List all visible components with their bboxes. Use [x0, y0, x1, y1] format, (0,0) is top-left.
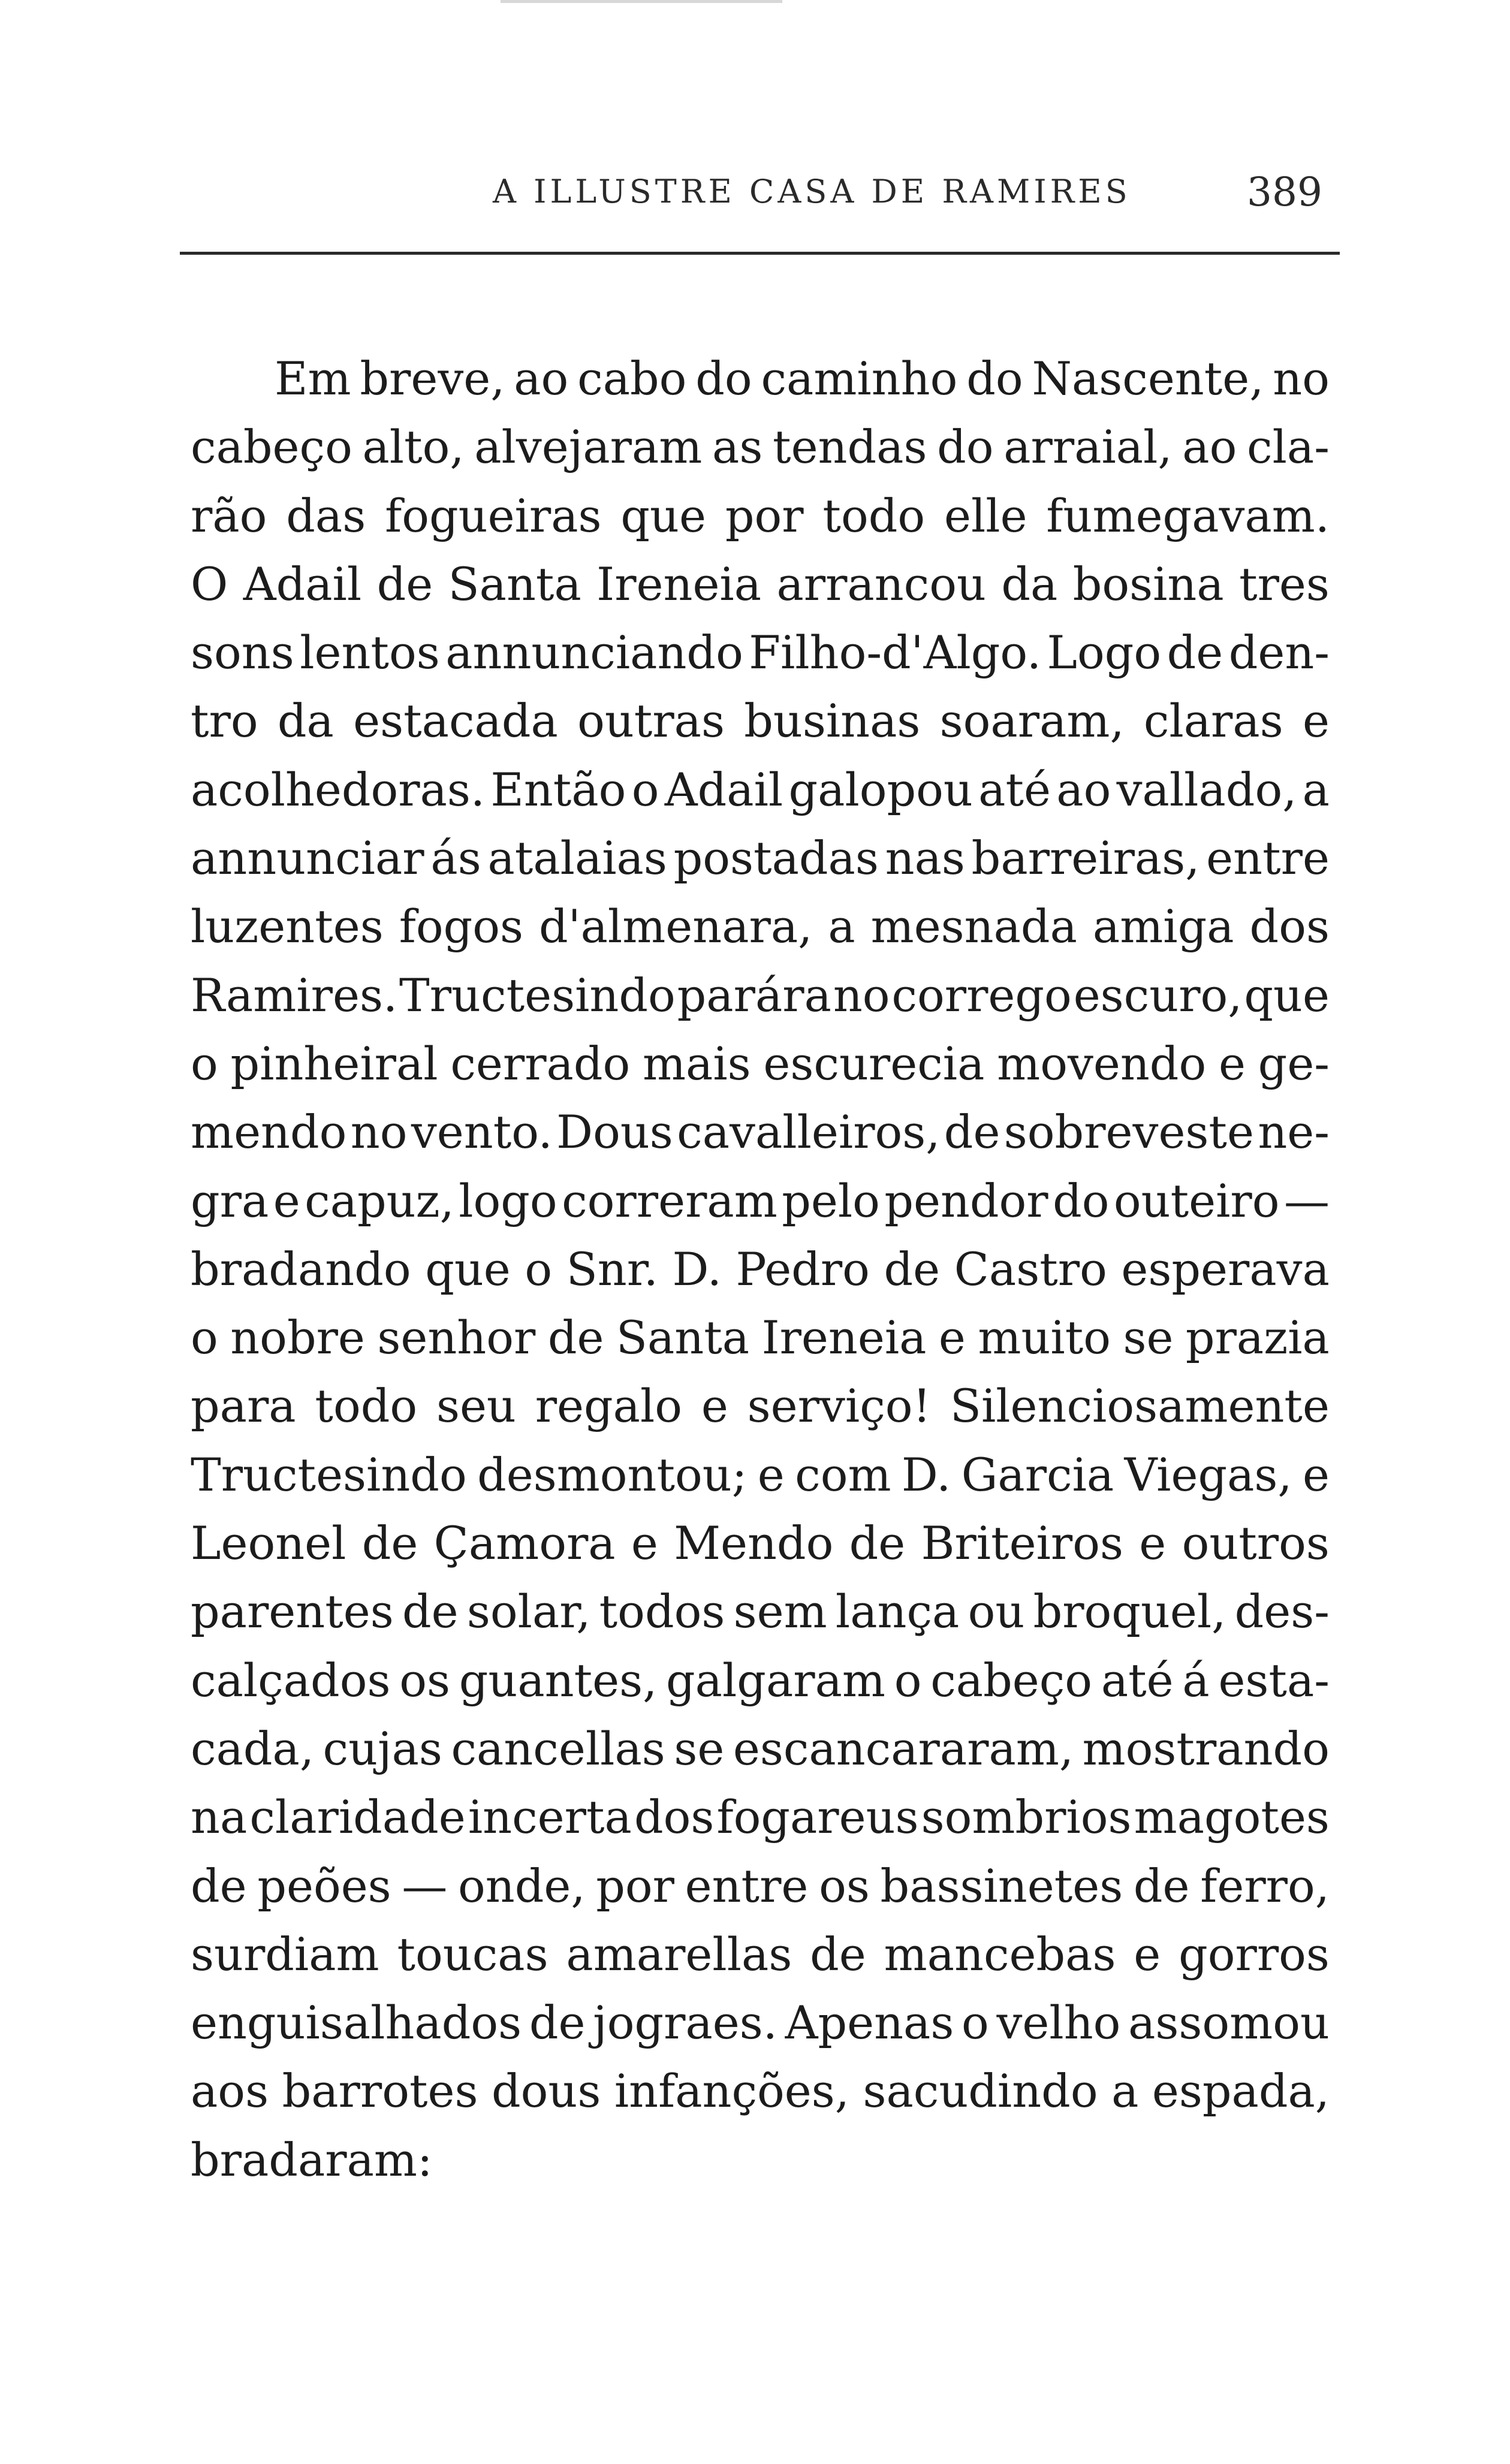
word: todo: [315, 1379, 418, 1433]
text-line: [191, 1578, 1330, 1646]
word: Mendo: [674, 1516, 834, 1570]
word: de: [944, 1105, 1000, 1159]
word: nas: [885, 831, 965, 885]
word: cujas: [323, 1721, 442, 1775]
word: o: [525, 1242, 553, 1296]
word: de: [191, 1859, 247, 1913]
word: capuz,: [305, 1174, 454, 1228]
word: bosina: [1072, 557, 1224, 611]
word: escancararam,: [733, 1721, 1074, 1775]
word: e: [701, 1379, 728, 1433]
text-line: [191, 687, 1330, 755]
word: Santa: [616, 1311, 750, 1365]
word: des-: [1234, 1585, 1330, 1639]
word: movendo: [997, 1036, 1207, 1090]
word: Castro: [954, 1242, 1107, 1296]
word: prazia: [1185, 1311, 1330, 1365]
word: gorros: [1179, 1927, 1330, 1981]
word: esta-: [1218, 1653, 1330, 1707]
word: Filho-d'Algo.: [749, 626, 1041, 680]
word: o: [191, 1036, 218, 1090]
word: de: [1167, 626, 1223, 680]
word: onde,: [458, 1859, 586, 1913]
word: do: [1053, 1174, 1110, 1228]
word: Pedro: [736, 1242, 870, 1296]
text-line: [191, 1304, 1330, 1372]
word: Adail: [243, 557, 362, 611]
word: barrotes: [282, 2064, 478, 2118]
body-paragraph: [191, 345, 1330, 2194]
word: o: [631, 762, 659, 816]
word: cancellas: [451, 1721, 665, 1775]
word: lança: [835, 1585, 960, 1639]
text-line: [191, 1920, 1330, 1989]
word: até: [1101, 1653, 1174, 1707]
word: outras: [577, 694, 725, 748]
word: corrego: [891, 968, 1072, 1022]
word: bradando: [191, 1242, 411, 1296]
word: den-: [1228, 626, 1330, 680]
word: escuro,: [1073, 968, 1243, 1022]
word: gra: [191, 1174, 269, 1228]
word: se: [1123, 1311, 1174, 1365]
word: logo: [459, 1174, 557, 1228]
word: de: [849, 1516, 906, 1570]
word: parára: [677, 968, 831, 1022]
word: mesnada: [870, 900, 1077, 954]
text-line: [191, 1167, 1330, 1235]
word: espada,: [1152, 2064, 1330, 2118]
word: no: [1273, 352, 1330, 405]
word: solar,: [466, 1585, 591, 1639]
word: por: [725, 488, 804, 542]
text-line: [191, 2057, 1330, 2125]
word: da: [1001, 557, 1058, 611]
text-line: [191, 2126, 1330, 2194]
word: com: [795, 1447, 891, 1501]
word: ge-: [1258, 1036, 1330, 1090]
word: de: [884, 1242, 941, 1296]
word: entre: [685, 1859, 809, 1913]
word: acolhedoras.: [191, 762, 486, 816]
word: tro: [191, 694, 258, 748]
text-line: [191, 824, 1330, 892]
word: pinheiral: [230, 1036, 438, 1090]
word: Apenas: [785, 1996, 954, 2050]
word: de: [361, 1516, 418, 1570]
word: a: [1111, 2064, 1139, 2118]
word: surdiam: [191, 1927, 379, 1981]
word: sombrios: [921, 1790, 1132, 1844]
word: velho: [996, 1996, 1121, 2050]
word: d'almenara,: [539, 900, 813, 954]
word: e: [631, 1516, 658, 1570]
word: sobreveste: [1003, 1105, 1254, 1159]
word: cerrado: [450, 1036, 631, 1090]
word: magotes: [1134, 1790, 1330, 1844]
word: —: [1283, 1174, 1330, 1228]
word: entre: [1206, 831, 1330, 885]
word: Çamora: [433, 1516, 616, 1570]
word: de: [810, 1927, 866, 1981]
word: Garcia: [961, 1447, 1114, 1501]
word: postadas: [673, 831, 879, 885]
word: de: [529, 1996, 586, 2050]
word: do: [695, 352, 752, 405]
word: barreiras,: [971, 831, 1200, 885]
word: no: [350, 1105, 408, 1159]
word: guantes,: [459, 1653, 658, 1707]
text-line: [191, 1852, 1330, 1920]
word: e: [273, 1174, 300, 1228]
word: outros: [1182, 1516, 1330, 1570]
word: os: [819, 1859, 870, 1913]
text-line: [191, 1098, 1330, 1166]
word: Então: [490, 762, 626, 816]
word: mais: [642, 1036, 751, 1090]
word: caminho: [761, 352, 958, 405]
word: muito: [978, 1311, 1111, 1365]
word: que: [425, 1242, 511, 1296]
text-line: [191, 619, 1330, 687]
word: a: [1302, 762, 1330, 816]
word: luzentes: [191, 900, 384, 954]
word: de: [547, 1311, 604, 1365]
word: do: [937, 420, 994, 474]
word: infanções,: [614, 2064, 849, 2118]
word: as: [712, 420, 763, 474]
word: enguisalhados: [191, 1996, 522, 2050]
word: os: [399, 1653, 450, 1707]
word: incerta: [468, 1790, 632, 1844]
word: cavalleiros,: [677, 1105, 941, 1159]
text-line: [191, 1372, 1330, 1440]
text-line: [191, 756, 1330, 824]
word: por: [596, 1859, 674, 1913]
word: todo: [822, 488, 926, 542]
text-line: [191, 892, 1330, 961]
word: cla-: [1247, 420, 1330, 474]
word: arrancou: [776, 557, 986, 611]
word: e: [1139, 1516, 1167, 1570]
word: das: [286, 488, 366, 542]
word: annunciando: [445, 626, 743, 680]
word: estacada: [353, 694, 558, 748]
word: Ireneia: [596, 557, 762, 611]
word: na: [191, 1790, 248, 1844]
word: Logo: [1047, 626, 1162, 680]
page-top-edge-mark: [501, 0, 782, 3]
word: mostrando: [1082, 1721, 1330, 1775]
text-line: [191, 1509, 1330, 1578]
text-line: [191, 1646, 1330, 1715]
word: Ramires.: [191, 968, 398, 1022]
word: assomou: [1128, 1996, 1330, 2050]
word: toucas: [397, 1927, 548, 1981]
word: Dous: [556, 1105, 673, 1159]
word: da: [277, 694, 334, 748]
word: sem: [733, 1585, 827, 1639]
word: lentos: [300, 626, 440, 680]
text-line: [191, 1989, 1330, 2057]
word: atalaias: [487, 831, 667, 885]
word: Adail: [664, 762, 783, 816]
word: soaram,: [939, 694, 1125, 748]
word: D.: [901, 1447, 951, 1501]
word: o: [962, 1996, 989, 2050]
word: O: [191, 557, 228, 611]
word: desmontou;: [477, 1447, 748, 1501]
text-line: [191, 345, 1330, 413]
word: Tructesindo: [191, 1447, 467, 1501]
text-line: [191, 413, 1330, 481]
word: cada,: [191, 1721, 314, 1775]
word: o: [894, 1653, 922, 1707]
word: mendo: [191, 1105, 347, 1159]
word: todos: [599, 1585, 725, 1639]
word: sacudindo: [863, 2064, 1098, 2118]
word: dos: [1249, 900, 1330, 954]
word: dos: [634, 1790, 715, 1844]
word: de: [402, 1585, 459, 1639]
word: arraial,: [1003, 420, 1173, 474]
word: senhor: [377, 1311, 536, 1365]
text-line: [191, 961, 1330, 1030]
word: Tructesindo: [399, 968, 676, 1022]
text-line: [191, 1715, 1330, 1783]
word: claras: [1143, 694, 1283, 748]
word: vallado,: [1116, 762, 1297, 816]
word: fogos: [399, 900, 524, 954]
word: annunciar: [191, 831, 424, 885]
word: para: [191, 1379, 296, 1433]
word: fogareus: [716, 1790, 919, 1844]
word: —: [402, 1859, 448, 1913]
word: do: [966, 352, 1023, 405]
page-number: 389: [1247, 169, 1322, 215]
word: Snr.: [566, 1242, 658, 1296]
word: calçados: [191, 1653, 391, 1707]
word: Viegas,: [1124, 1447, 1292, 1501]
word: e: [1218, 1036, 1246, 1090]
word: Ireneia: [761, 1311, 927, 1365]
word: dous: [491, 2064, 601, 2118]
word: rão: [191, 488, 267, 542]
word: cabeço: [930, 1653, 1093, 1707]
word: ao: [514, 352, 569, 405]
running-header: [0, 168, 1510, 222]
word: ou: [968, 1585, 1025, 1639]
word: seu: [436, 1379, 516, 1433]
word: ferro,: [1200, 1859, 1330, 1913]
word: a: [828, 900, 855, 954]
word: sons: [191, 626, 294, 680]
word: e: [1134, 1927, 1161, 1981]
word: e: [1302, 694, 1330, 748]
word: tendas: [773, 420, 927, 474]
word: jograes.: [593, 1996, 777, 2050]
word: amiga: [1092, 900, 1234, 954]
word: de: [1133, 1859, 1190, 1913]
word: se: [674, 1721, 725, 1775]
word: nobre: [230, 1311, 365, 1365]
word: serviço!: [747, 1379, 932, 1433]
word: ne-: [1258, 1105, 1330, 1159]
word: correram: [562, 1174, 777, 1228]
word: á: [1182, 1653, 1210, 1707]
word: broquel,: [1033, 1585, 1226, 1639]
word: Briteiros: [921, 1516, 1123, 1570]
word: pelo: [782, 1174, 880, 1228]
word: claridade: [249, 1790, 466, 1844]
word: até: [978, 762, 1051, 816]
text-line: [191, 550, 1330, 619]
text-line: [191, 1235, 1330, 1304]
word: que: [620, 488, 706, 542]
word: regalo: [535, 1379, 683, 1433]
word: Leonel: [191, 1516, 346, 1570]
word: fumegavam.: [1046, 488, 1330, 542]
word: peões: [257, 1859, 391, 1913]
word: amarellas: [566, 1927, 792, 1981]
word: e: [757, 1447, 785, 1501]
word: e: [1302, 1447, 1330, 1501]
word: o: [191, 1311, 218, 1365]
word: ao: [1182, 420, 1237, 474]
text-line: [191, 1783, 1330, 1851]
word: outeiro: [1113, 1174, 1280, 1228]
text-line: [191, 1030, 1330, 1098]
word: Silenciosamente: [950, 1379, 1330, 1433]
word: e: [938, 1311, 966, 1365]
word: alvejaram: [474, 420, 703, 474]
word: escurecia: [763, 1036, 985, 1090]
text-line: [191, 482, 1330, 550]
word: vento.: [411, 1105, 553, 1159]
word: bassinetes: [880, 1859, 1123, 1913]
word: aos: [191, 2064, 269, 2118]
running-header-title: A ILLUSTRE CASA DE RAMIRES: [493, 173, 1131, 210]
word: esperava: [1121, 1242, 1330, 1296]
text-line: [191, 1441, 1330, 1509]
word: Em: [275, 352, 351, 405]
word: pendor: [884, 1174, 1048, 1228]
word: Nascente,: [1032, 352, 1264, 405]
word: tres: [1239, 557, 1330, 611]
word: Santa: [448, 557, 581, 611]
header-rule: [180, 252, 1340, 255]
word: bradaram:: [191, 2133, 433, 2186]
word: alto,: [362, 420, 465, 474]
word: cabeço: [191, 420, 352, 474]
word: galgaram: [666, 1653, 885, 1707]
word: cabo: [577, 352, 687, 405]
word: ao: [1056, 762, 1111, 816]
word: no: [833, 968, 890, 1022]
word: businas: [744, 694, 921, 748]
word: galopou: [788, 762, 973, 816]
word: que: [1244, 968, 1330, 1022]
word: de: [376, 557, 433, 611]
word: breve,: [360, 352, 505, 405]
word: mancebas: [884, 1927, 1116, 1981]
word: parentes: [191, 1585, 394, 1639]
word: elle: [944, 488, 1027, 542]
word: ás: [430, 831, 481, 885]
word: D.: [672, 1242, 722, 1296]
word: fogueiras: [385, 488, 602, 542]
